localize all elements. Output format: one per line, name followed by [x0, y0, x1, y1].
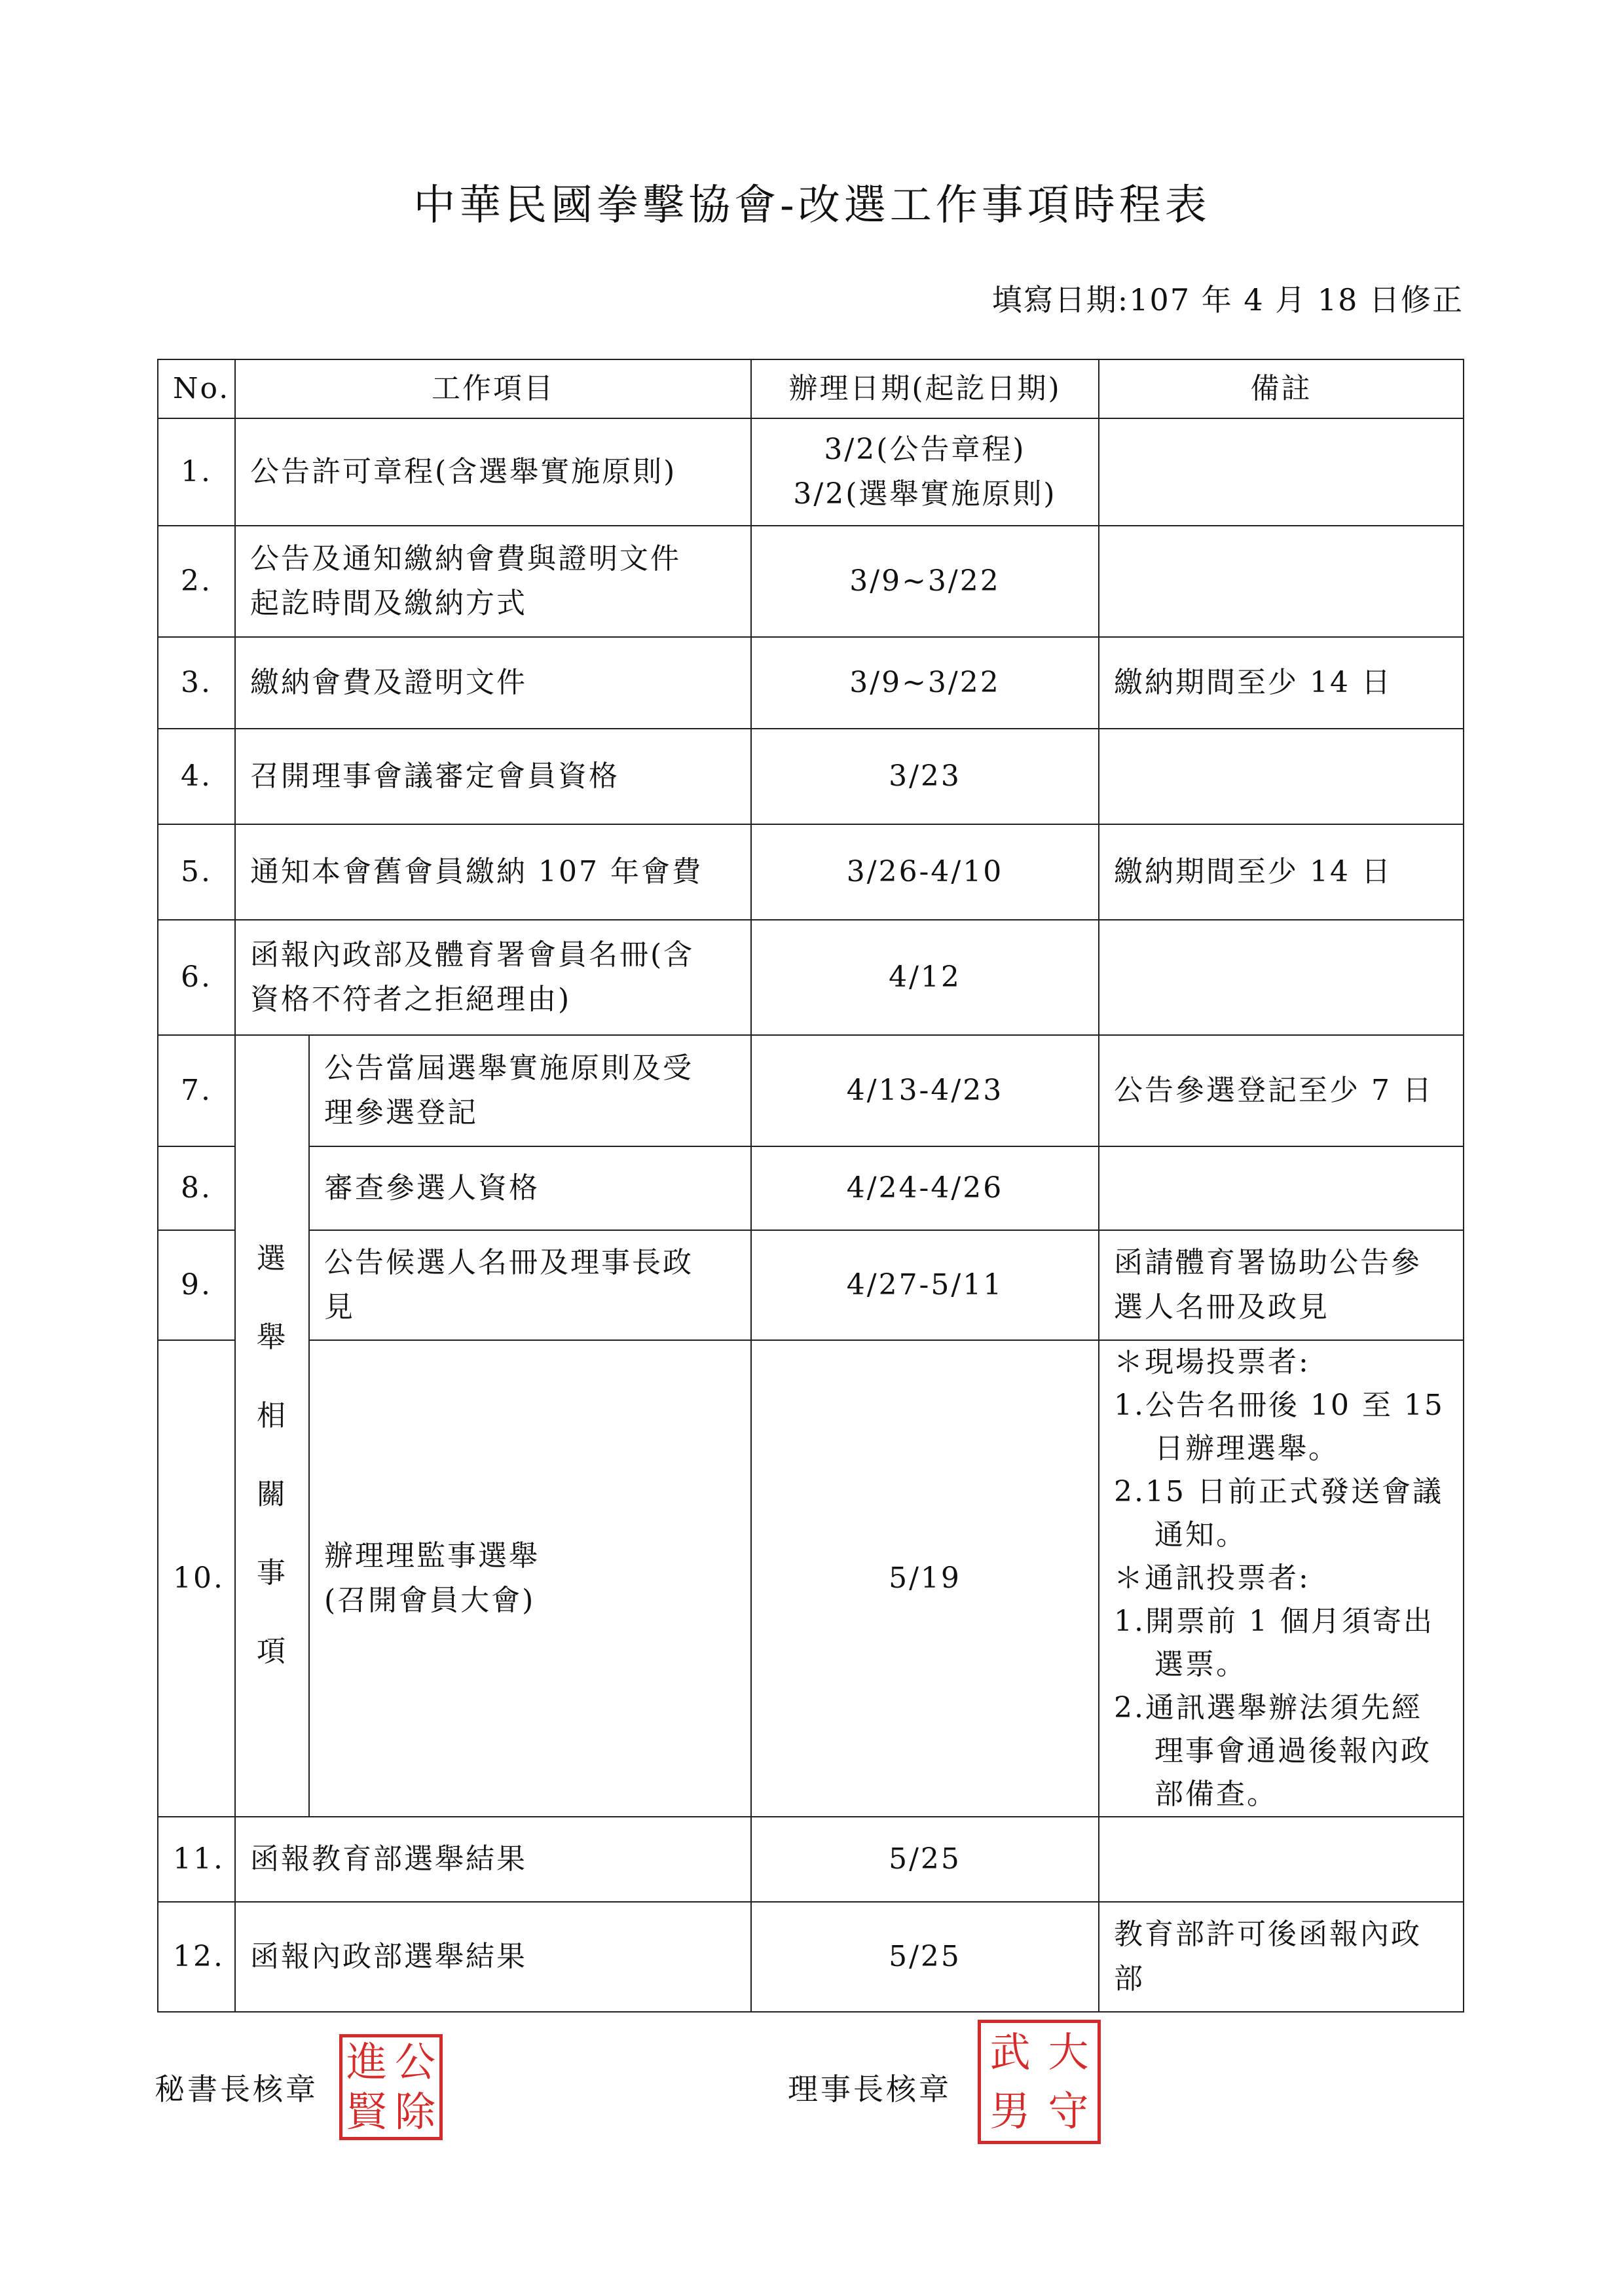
date-line: 3/23 — [889, 759, 961, 793]
table-row — [158, 824, 1464, 920]
item-line: 繳納會費及證明文件 — [250, 666, 527, 699]
header-item: 工作項目 — [235, 359, 751, 418]
category-cell — [235, 1035, 309, 1817]
category-char: 選 — [257, 1242, 287, 1275]
row-number: 12. — [158, 1902, 235, 2012]
note-list — [1114, 1341, 1449, 1816]
header-date: 辦理日期(起訖日期) — [751, 359, 1099, 418]
category-char: 關 — [257, 1478, 287, 1511]
secretary-seal — [339, 2034, 443, 2140]
date-line: 4/13-4/23 — [846, 1074, 1004, 1107]
row-number: 11. — [158, 1817, 235, 1902]
table-row — [158, 1146, 1464, 1230]
seal-char: 賢 — [346, 2088, 387, 2136]
item-line: 公告候選人名冊及理事長政 — [324, 1246, 693, 1279]
seal-char: 男 — [989, 2087, 1031, 2135]
note-line: 教育部許可後函報內政 — [1114, 1918, 1422, 1951]
row-item — [235, 824, 751, 920]
schedule-table — [157, 359, 1464, 2013]
item-line: 資格不符者之拒絕理由) — [250, 983, 572, 1016]
note-item: 1.公告名冊後 10 至 15 日辦理選舉。 — [1114, 1389, 1445, 1465]
row-date — [751, 824, 1099, 920]
item-line: 通知本會舊會員繳納 107 年會費 — [250, 855, 703, 888]
row-item — [235, 526, 751, 637]
seal-char: 大 — [1048, 2028, 1089, 2076]
table-body — [158, 418, 1464, 2012]
row-date — [751, 1035, 1099, 1146]
table-row — [158, 1902, 1464, 2012]
item-line: (召開會員大會) — [324, 1584, 536, 1617]
item-line: 理參選登記 — [324, 1096, 478, 1129]
table-row — [158, 1340, 1464, 1817]
date-line: 4/12 — [889, 960, 961, 994]
row-number: 9. — [158, 1230, 235, 1340]
item-line: 公告當屆選舉實施原則及受 — [324, 1051, 693, 1085]
row-item — [235, 920, 751, 1035]
row-note — [1099, 729, 1464, 824]
row-number: 4. — [158, 729, 235, 824]
item-line: 公告許可章程(含選舉實施原則) — [250, 455, 677, 488]
row-number: 10. — [158, 1340, 235, 1817]
row-date — [751, 418, 1099, 526]
date-line: 4/27-5/11 — [846, 1268, 1004, 1302]
table-row — [158, 1817, 1464, 1902]
category-label — [236, 1237, 308, 1674]
seal-char: 武 — [989, 2028, 1031, 2076]
date-line: 4/24-4/26 — [846, 1171, 1004, 1205]
table-row — [158, 920, 1464, 1035]
category-char: 項 — [257, 1635, 287, 1668]
seal-char: 進 — [346, 2038, 387, 2086]
row-number: 1. — [158, 418, 235, 526]
item-line: 函報內政部選舉結果 — [250, 1940, 527, 1973]
seal-char: 公 — [394, 2038, 435, 2086]
secretary-sign-label: 秘書長核章 — [155, 2071, 318, 2107]
note-item: 2.通訊選舉辦法須先經理事會通過後報內政部備查。 — [1114, 1691, 1431, 1811]
document-title: 中華民國拳擊協會-改選工作事項時程表 — [413, 181, 1211, 230]
row-note — [1099, 418, 1464, 526]
row-date — [751, 526, 1099, 637]
note-heading: ＊通訊投票者: — [1114, 1561, 1310, 1595]
date-line: 3/2(公告章程) — [824, 433, 1026, 466]
note-line: 繳納期間至少 14 日 — [1114, 666, 1392, 699]
table-row — [158, 729, 1464, 824]
item-line: 審查參選人資格 — [324, 1171, 540, 1205]
row-number: 3. — [158, 637, 235, 729]
row-date — [751, 1340, 1099, 1817]
note-line: 繳納期間至少 14 日 — [1114, 855, 1392, 888]
row-note — [1099, 1340, 1464, 1817]
chairman-sign-label: 理事長核章 — [788, 2071, 951, 2107]
row-item — [235, 1817, 751, 1902]
seal-char: 除 — [394, 2088, 435, 2136]
chairman-seal — [978, 2020, 1101, 2144]
row-date — [751, 1230, 1099, 1340]
item-line: 召開理事會議審定會員資格 — [250, 759, 619, 793]
row-number: 2. — [158, 526, 235, 637]
date-line: 3/9~3/22 — [849, 666, 1001, 699]
category-char: 相 — [257, 1399, 287, 1432]
row-note — [1099, 1146, 1464, 1230]
header-no: No. — [158, 359, 235, 418]
row-item — [309, 1230, 751, 1340]
row-item — [235, 418, 751, 526]
row-number: 6. — [158, 920, 235, 1035]
row-note — [1099, 1035, 1464, 1146]
date-line: 5/25 — [889, 1842, 961, 1876]
note-heading: ＊現場投票者: — [1114, 1345, 1310, 1379]
row-date — [751, 920, 1099, 1035]
row-note — [1099, 824, 1464, 920]
row-date — [751, 1146, 1099, 1230]
item-line: 起訖時間及繳納方式 — [250, 587, 527, 620]
table-header-row — [158, 359, 1464, 418]
item-line: 公告及通知繳納會費與證明文件 — [250, 542, 681, 575]
table-row — [158, 1035, 1464, 1146]
row-item — [235, 729, 751, 824]
row-number: 7. — [158, 1035, 235, 1146]
note-line: 選人名冊及政見 — [1114, 1290, 1329, 1324]
item-line: 函報教育部選舉結果 — [250, 1842, 527, 1876]
table-row — [158, 1230, 1464, 1340]
row-date — [751, 1817, 1099, 1902]
note-line: 部 — [1114, 1962, 1145, 1995]
table-row — [158, 637, 1464, 729]
item-line: 辦理理監事選舉 — [324, 1539, 540, 1573]
row-date — [751, 729, 1099, 824]
date-line: 5/19 — [889, 1561, 961, 1595]
row-date — [751, 1902, 1099, 2012]
row-item — [235, 637, 751, 729]
category-char: 事 — [257, 1556, 287, 1590]
fill-date: 填寫日期:107 年 4 月 18 日修正 — [991, 282, 1464, 318]
item-line: 見 — [324, 1290, 355, 1324]
date-line: 5/25 — [889, 1940, 961, 1973]
row-note — [1099, 526, 1464, 637]
note-line: 公告參選登記至少 7 日 — [1114, 1074, 1433, 1107]
row-note — [1099, 1230, 1464, 1340]
row-item — [309, 1035, 751, 1146]
row-note — [1099, 1817, 1464, 1902]
note-line: 函請體育署協助公告參 — [1114, 1246, 1422, 1279]
date-line: 3/2(選舉實施原則) — [793, 477, 1057, 511]
row-item — [309, 1146, 751, 1230]
row-note — [1099, 1902, 1464, 2012]
note-item: 1.開票前 1 個月須寄出選票。 — [1114, 1605, 1434, 1681]
row-item — [309, 1340, 751, 1817]
row-note — [1099, 637, 1464, 729]
header-note: 備註 — [1099, 359, 1464, 418]
table-row — [158, 526, 1464, 637]
item-line: 函報內政部及體育署會員名冊(含 — [250, 938, 695, 972]
date-line: 3/26-4/10 — [846, 855, 1004, 888]
date-line: 3/9~3/22 — [849, 564, 1001, 598]
table-row — [158, 418, 1464, 526]
row-date — [751, 637, 1099, 729]
seal-char: 守 — [1048, 2087, 1089, 2135]
row-item — [235, 1902, 751, 2012]
row-number: 5. — [158, 824, 235, 920]
category-char: 舉 — [257, 1321, 287, 1354]
row-note — [1099, 920, 1464, 1035]
row-number: 8. — [158, 1146, 235, 1230]
note-item: 2.15 日前正式發送會議通知。 — [1114, 1475, 1443, 1552]
